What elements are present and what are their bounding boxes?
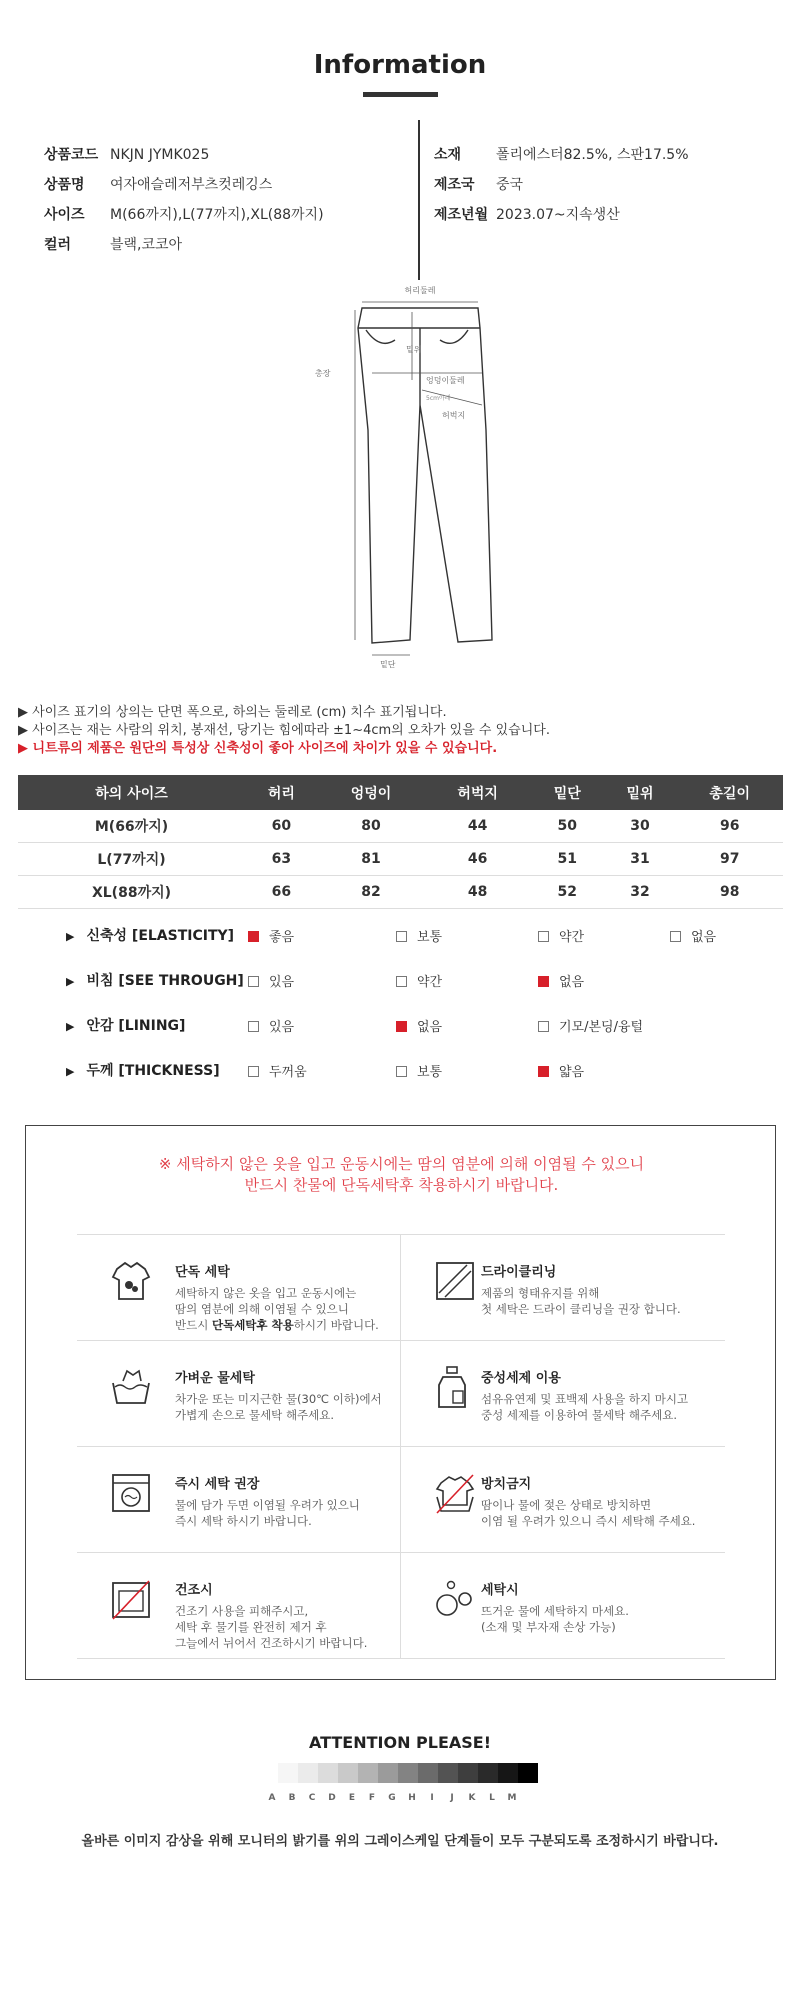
property-option	[396, 971, 442, 990]
table-header-row	[18, 775, 783, 810]
gray-letter: J	[450, 1793, 454, 1803]
property-option-text: 좋음	[269, 930, 295, 945]
note-3: ▶ 니트류의 제품은 원단의 특성상 신축성이 좋아 사이즈에 차이가 있을 수 있습니다.	[18, 741, 498, 756]
care-item-description	[175, 1391, 382, 1423]
care-item-title: 세탁시	[481, 1583, 519, 1598]
care-warning-line: 반드시 찬물에 단독세탁후 착용하시기 바랍니다.	[244, 1176, 559, 1194]
property-option	[248, 1016, 294, 1035]
checked-box-icon	[538, 1066, 549, 1077]
care-item-line: 땀의 염분에 의해 이염될 수 있으니	[175, 1302, 349, 1316]
table-cell: 80	[318, 810, 425, 843]
care-grid	[77, 1234, 725, 1650]
info-value: 여자애슬레저부츠컷레깅스	[110, 177, 273, 193]
gray-swatch	[478, 1763, 498, 1783]
table-row	[18, 876, 783, 909]
care-item-line: 차가운 또는 미지근한 물(30℃ 이하)에서	[175, 1392, 382, 1406]
property-label	[66, 925, 234, 945]
care-item-title: 건조시	[175, 1583, 213, 1598]
note-2: ▶ 사이즈는 재는 사람의 위치, 봉재선, 당기는 힘에따라 ±1~4cm의 오차가 있을 수 있습니다.	[18, 723, 550, 738]
info-material	[434, 144, 689, 164]
checked-box-icon	[248, 931, 259, 942]
property-option-text: 약간	[559, 930, 585, 945]
property-label	[66, 970, 244, 990]
info-value: 블랙,코코아	[110, 237, 183, 253]
care-item-title: 방치금지	[481, 1477, 532, 1492]
gray-letter: G	[388, 1793, 396, 1803]
care-item-line: 땀이나 물에 젖은 상태로 방치하면	[481, 1498, 652, 1512]
gray-letter: L	[489, 1793, 495, 1803]
note-1: ▶ 사이즈 표기의 상의는 단면 폭으로, 하의는 둘레로 (cm) 치수 표기됩니다.	[18, 705, 447, 720]
property-label-text: 신축성 [ELASTICITY]	[86, 928, 235, 944]
care-item-title: 단독 세탁	[175, 1265, 230, 1280]
unchecked-box-icon	[396, 1066, 407, 1077]
gray-swatch	[518, 1763, 538, 1783]
property-option	[538, 926, 584, 945]
property-option	[248, 971, 294, 990]
care-item-title: 즉시 세탁 권장	[175, 1477, 260, 1492]
property-option-text: 있음	[269, 975, 295, 990]
care-item-line: 첫 세탁은 드라이 클리닝을 권장 합니다.	[481, 1302, 681, 1316]
gray-swatch	[338, 1763, 358, 1783]
care-item	[401, 1341, 725, 1447]
care-item-line: 가볍게 손으로 물세탁 해주세요.	[175, 1408, 335, 1422]
gray-letter: K	[468, 1793, 476, 1803]
unchecked-box-icon	[248, 976, 259, 987]
property-option-text: 없음	[417, 1020, 443, 1035]
info-product-code	[44, 144, 209, 164]
washing-machine-icon	[109, 1471, 153, 1515]
info-size	[44, 204, 324, 224]
care-item-line: 세탁 후 물기를 완전히 제거 후	[175, 1620, 327, 1634]
gray-letter: B	[288, 1793, 296, 1803]
triangle-icon: ▶	[66, 930, 75, 943]
care-item-description	[481, 1497, 695, 1529]
triangle-icon: ▶	[66, 975, 75, 988]
table-header: 총길이	[676, 775, 783, 810]
table-cell: M(66까지)	[18, 810, 245, 843]
no-dryer-icon	[109, 1577, 153, 1621]
property-option-text: 얇음	[559, 1065, 585, 1080]
unchecked-box-icon	[248, 1021, 259, 1032]
table-header: 밑위	[604, 775, 677, 810]
property-label-text: 안감 [LINING]	[86, 1018, 186, 1034]
table-header: 밑단	[531, 775, 604, 810]
gray-letter: F	[368, 1793, 376, 1803]
title-underline	[363, 92, 438, 97]
table-cell: L(77까지)	[18, 843, 245, 876]
info-key: 제조년월	[434, 207, 489, 223]
grayscale-letters	[262, 1793, 522, 1803]
page-title: Information	[313, 50, 487, 80]
property-option	[396, 1061, 442, 1080]
table-header: 하의 사이즈	[18, 775, 245, 810]
table-cell: 51	[531, 843, 604, 876]
unchecked-box-icon	[396, 931, 407, 942]
grayscale-bar	[278, 1763, 538, 1787]
info-key: 사이즈	[44, 207, 85, 223]
gray-swatch	[418, 1763, 438, 1783]
care-item-line	[175, 1317, 379, 1333]
size-table	[18, 775, 783, 909]
attention-title: ATTENTION PLEASE!	[308, 1733, 492, 1752]
gray-swatch	[438, 1763, 458, 1783]
info-color	[44, 234, 182, 254]
info-product-name	[44, 174, 272, 194]
care-item-line: 중성 세제를 이용하여 물세탁 해주세요.	[481, 1408, 678, 1422]
care-instructions	[25, 1125, 776, 1680]
table-row	[18, 810, 783, 843]
care-item-title: 중성세제 이용	[481, 1371, 561, 1386]
info-value: NKJN JYMK025	[110, 147, 210, 163]
table-cell: 63	[245, 843, 318, 876]
gray-letter: C	[308, 1793, 316, 1803]
checked-box-icon	[538, 976, 549, 987]
pants-diagram	[300, 280, 510, 670]
property-label-text: 비침 [SEE THROUGH]	[86, 973, 244, 989]
table-cell: 30	[604, 810, 677, 843]
info-value: M(66까지),L(77까지),XL(88까지)	[110, 207, 324, 223]
care-item	[401, 1553, 725, 1659]
property-option	[538, 971, 584, 990]
unchecked-box-icon	[248, 1066, 259, 1077]
unchecked-box-icon	[538, 1021, 549, 1032]
care-item-emphasis: 단독세탁후 착용	[211, 1318, 294, 1332]
property-label	[66, 1015, 185, 1035]
table-cell: 46	[424, 843, 531, 876]
info-country	[434, 174, 523, 194]
info-key: 상품명	[44, 177, 85, 193]
table-cell: 98	[676, 876, 783, 909]
care-item-description	[481, 1603, 629, 1635]
care-item-line: 이염 될 우려가 있으니 즉시 세탁해 주세요.	[481, 1514, 696, 1528]
gray-swatch	[398, 1763, 418, 1783]
info-key: 소재	[434, 147, 462, 163]
table-cell: 82	[318, 876, 425, 909]
property-option	[670, 926, 716, 945]
info-value: 폴리에스터82.5%, 스판17.5%	[496, 147, 689, 163]
gray-letter: I	[430, 1793, 434, 1803]
care-warning	[26, 1154, 777, 1196]
gray-letter: H	[408, 1793, 416, 1803]
property-label	[66, 1060, 220, 1080]
table-cell: 66	[245, 876, 318, 909]
gray-swatch	[378, 1763, 398, 1783]
care-item-line: 물에 담가 두면 이염될 우려가 있으니	[175, 1498, 360, 1512]
gray-swatch	[298, 1763, 318, 1783]
care-item	[77, 1447, 401, 1553]
info-key: 컬러	[44, 237, 72, 253]
table-cell: 31	[604, 843, 677, 876]
unchecked-box-icon	[396, 976, 407, 987]
bubbles-icon	[433, 1577, 477, 1621]
triangle-icon: ▶	[66, 1065, 75, 1078]
table-cell: 52	[531, 876, 604, 909]
care-item	[77, 1235, 401, 1341]
tshirt-icon	[109, 1259, 153, 1303]
care-item-line: 세탁하지 않은 옷을 입고 운동시에는	[175, 1286, 357, 1300]
property-option-text: 없음	[691, 930, 717, 945]
info-value: 2023.07~지속생산	[496, 207, 620, 223]
gray-letter: A	[268, 1793, 276, 1803]
care-item	[401, 1235, 725, 1341]
care-warning-line: ※ 세탁하지 않은 옷을 입고 운동시에는 땀의 염분에 의해 이염될 수 있으니	[158, 1155, 645, 1173]
table-cell: 60	[245, 810, 318, 843]
diagram-small-label: 5cm아래	[426, 395, 451, 402]
info-value: 중국	[496, 177, 524, 193]
care-item-line: 제품의 형태유지를 위해	[481, 1286, 600, 1300]
gray-swatch	[498, 1763, 518, 1783]
care-item-title: 가벼운 물세탁	[175, 1371, 255, 1386]
care-item-title: 드라이클리닝	[481, 1265, 557, 1280]
care-item	[401, 1447, 725, 1553]
table-cell: 50	[531, 810, 604, 843]
care-item-description	[481, 1391, 688, 1423]
table-cell: 32	[604, 876, 677, 909]
gray-letter: M	[507, 1793, 517, 1803]
property-option	[248, 926, 294, 945]
property-option-text: 보통	[417, 930, 443, 945]
table-header: 허리	[245, 775, 318, 810]
table-cell: 44	[424, 810, 531, 843]
diagram-thigh-label: 허벅지	[442, 411, 466, 420]
diagram-hip-label: 엉덩이둘레	[426, 376, 465, 385]
property-option-text: 약간	[417, 975, 443, 990]
dry-clean-icon	[433, 1259, 477, 1303]
property-option	[538, 1016, 643, 1035]
property-option-text: 없음	[559, 975, 585, 990]
table-header: 엉덩이	[318, 775, 425, 810]
care-item-description	[481, 1285, 681, 1317]
detergent-icon	[433, 1365, 477, 1409]
monitor-message: 올바른 이미지 감상을 위해 모니터의 밝기를 위의 그레이스케일 단계들이 모두 구분되도록 조정하시기 바랍니다.	[81, 1834, 719, 1849]
info-key: 상품코드	[44, 147, 99, 163]
table-cell: 96	[676, 810, 783, 843]
table-cell: 81	[318, 843, 425, 876]
property-option	[396, 926, 442, 945]
care-item-description	[175, 1603, 367, 1651]
gray-letter: E	[348, 1793, 356, 1803]
table-header: 허벅지	[424, 775, 531, 810]
table-cell: 97	[676, 843, 783, 876]
care-item	[77, 1553, 401, 1659]
care-item-text: 하시기 바랍니다.	[293, 1318, 379, 1332]
gray-letter: D	[328, 1793, 336, 1803]
table-row	[18, 843, 783, 876]
property-option-text: 두꺼움	[269, 1065, 307, 1080]
no-soak-icon	[433, 1471, 477, 1515]
size-notes	[18, 704, 550, 758]
care-item-text: 반드시	[175, 1318, 212, 1332]
triangle-icon: ▶	[66, 1020, 75, 1033]
care-item-line: 뜨거운 물에 세탁하지 마세요.	[481, 1604, 629, 1618]
info-divider	[418, 120, 420, 280]
care-item-line: (소재 및 부자재 손상 가능)	[481, 1620, 616, 1634]
info-manufacture-date	[434, 204, 620, 224]
hand-wash-icon	[109, 1365, 153, 1409]
diagram-rise-label: 밑위	[406, 345, 422, 354]
care-item	[77, 1341, 401, 1447]
property-option-text: 있음	[269, 1020, 295, 1035]
property-option-text: 보통	[417, 1065, 443, 1080]
property-option	[248, 1061, 307, 1080]
info-key: 제조국	[434, 177, 475, 193]
unchecked-box-icon	[670, 931, 681, 942]
diagram-waist-label: 허리둘레	[404, 286, 436, 295]
checked-box-icon	[396, 1021, 407, 1032]
gray-swatch	[278, 1763, 298, 1783]
table-cell: 48	[424, 876, 531, 909]
care-item-line: 그늘에서 뉘어서 건조하시기 바랍니다.	[175, 1636, 368, 1650]
gray-swatch	[458, 1763, 478, 1783]
property-option	[538, 1061, 584, 1080]
table-cell: XL(88까지)	[18, 876, 245, 909]
unchecked-box-icon	[538, 931, 549, 942]
diagram-length-label: 총장	[315, 369, 331, 378]
property-option	[396, 1016, 442, 1035]
gray-swatch	[358, 1763, 378, 1783]
care-item-description	[175, 1497, 360, 1529]
care-item-line: 섬유유연제 및 표백제 사용을 하지 마시고	[481, 1392, 689, 1406]
care-item-description	[175, 1285, 379, 1333]
care-item-line: 건조기 사용을 피해주시고,	[175, 1604, 309, 1618]
diagram-hem-label: 밑단	[380, 660, 396, 669]
property-option-text: 기모/본딩/융털	[559, 1020, 644, 1035]
property-label-text: 두께 [THICKNESS]	[86, 1063, 220, 1079]
gray-swatch	[318, 1763, 338, 1783]
care-item-line: 즉시 세탁 하시기 바랍니다.	[175, 1514, 312, 1528]
